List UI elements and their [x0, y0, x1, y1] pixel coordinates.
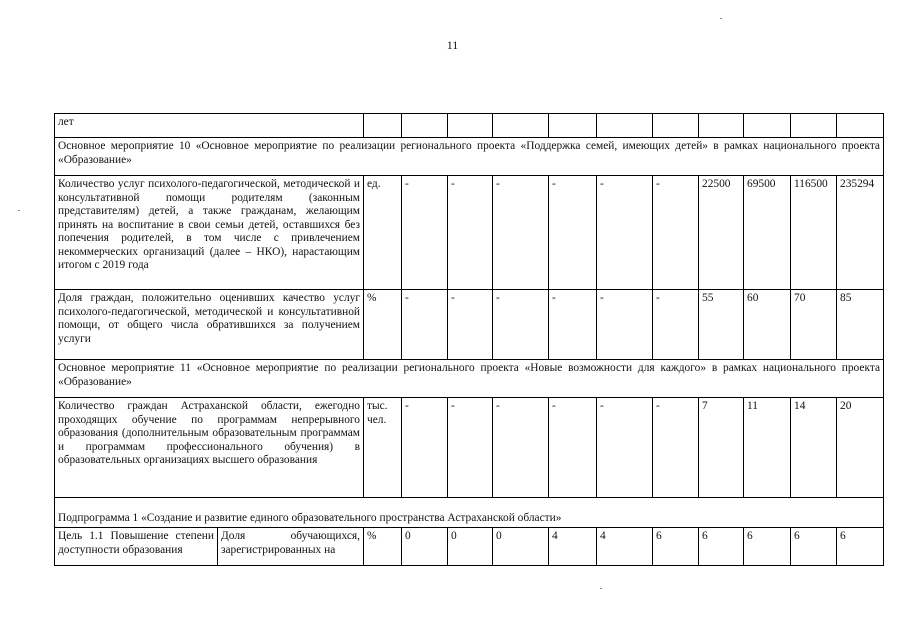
value-cell: - — [493, 398, 549, 498]
value-cell: 116500 — [791, 176, 837, 290]
table-row — [55, 360, 884, 398]
value-cell: - — [493, 176, 549, 290]
value-cell: - — [448, 398, 493, 498]
value-cell: 6 — [699, 528, 744, 566]
value-cell — [837, 114, 884, 138]
value-cell: - — [653, 176, 699, 290]
value-cell: 0 — [493, 528, 549, 566]
unit-cell: ед. — [364, 176, 402, 290]
value-cell: 0 — [448, 528, 493, 566]
page-number: 11 — [446, 38, 459, 52]
goal-cell: Цель 1.1 Повышение степени доступности образования — [55, 528, 218, 566]
value-cell: - — [549, 176, 597, 290]
value-cell — [549, 114, 597, 138]
scan-speck — [18, 210, 20, 211]
table-row — [55, 114, 884, 138]
value-cell — [699, 114, 744, 138]
unit-cell: % — [364, 290, 402, 360]
value-cell — [653, 114, 699, 138]
value-cell: 4 — [549, 528, 597, 566]
table-row — [55, 528, 884, 566]
value-cell: - — [597, 398, 653, 498]
indicator-cell: Доля обучающихся, зарегистрированных на — [218, 528, 364, 566]
value-cell: - — [402, 176, 448, 290]
unit-cell: тыс. чел. — [364, 398, 402, 498]
section-heading: Основное мероприятие 10 «Основное мероприятие по реализации регионального проекта «Поддержка семей, имеющих детей» в рамках национального проекта «Образование» — [55, 138, 884, 176]
value-cell — [791, 114, 837, 138]
value-cell: 60 — [744, 290, 791, 360]
value-cell: 70 — [791, 290, 837, 360]
table-row — [55, 498, 884, 528]
unit-cell: % — [364, 528, 402, 566]
value-cell: 69500 — [744, 176, 791, 290]
value-cell: - — [549, 398, 597, 498]
subprogram-heading: Подпрограмма 1 «Создание и развитие единого образовательного пространства Астраханской области» — [55, 498, 884, 528]
value-cell: - — [549, 290, 597, 360]
value-cell: 85 — [837, 290, 884, 360]
value-cell: - — [597, 176, 653, 290]
unit-cell — [364, 114, 402, 138]
value-cell: 6 — [791, 528, 837, 566]
indicator-cell: лет — [55, 114, 364, 138]
table-row — [55, 176, 884, 290]
table-row — [55, 398, 884, 498]
indicators-table — [54, 113, 884, 566]
indicator-cell: Количество услуг психолого-педагогической, методической и консультативной помощи родителям (законным представителям) детей, а также гражданам, желающим принять на воспитание в свои семьи детей, оставшихся без попечения родителей, в том числе с привлечением некоммерческих организаций (далее – НКО), нарастающим итогом с 2019 года — [55, 176, 364, 290]
value-cell: 11 — [744, 398, 791, 498]
value-cell: - — [653, 398, 699, 498]
value-cell — [448, 114, 493, 138]
value-cell — [597, 114, 653, 138]
indicator-cell: Доля граждан, положительно оценивших качество услуг психолого-педагогической, методической и консультативной помощи, от общего числа обратившихся за получением услуги — [55, 290, 364, 360]
value-cell: 14 — [791, 398, 837, 498]
value-cell: - — [493, 290, 549, 360]
value-cell — [493, 114, 549, 138]
value-cell: - — [597, 290, 653, 360]
value-cell: 235294 — [837, 176, 884, 290]
value-cell: - — [653, 290, 699, 360]
value-cell: 6 — [837, 528, 884, 566]
scan-speck — [720, 18, 722, 19]
table-row — [55, 290, 884, 360]
value-cell: - — [402, 290, 448, 360]
value-cell: 4 — [597, 528, 653, 566]
scan-speck — [600, 588, 602, 589]
value-cell: - — [402, 398, 448, 498]
value-cell: 55 — [699, 290, 744, 360]
value-cell: - — [448, 176, 493, 290]
table-row — [55, 138, 884, 176]
indicator-cell: Количество граждан Астраханской области, ежегодно проходящих обучение по программам непрерывного образования (дополнительным образовательным программам и программам профессионального обучения) в образовательных организациях высшего образования — [55, 398, 364, 498]
value-cell: 6 — [744, 528, 791, 566]
value-cell: 7 — [699, 398, 744, 498]
section-heading: Основное мероприятие 11 «Основное мероприятие по реализации регионального проекта «Новые возможности для каждого» в рамках национального проекта «Образование» — [55, 360, 884, 398]
value-cell: 22500 — [699, 176, 744, 290]
value-cell: 20 — [837, 398, 884, 498]
value-cell: 0 — [402, 528, 448, 566]
value-cell: - — [448, 290, 493, 360]
value-cell — [744, 114, 791, 138]
value-cell: 6 — [653, 528, 699, 566]
value-cell — [402, 114, 448, 138]
